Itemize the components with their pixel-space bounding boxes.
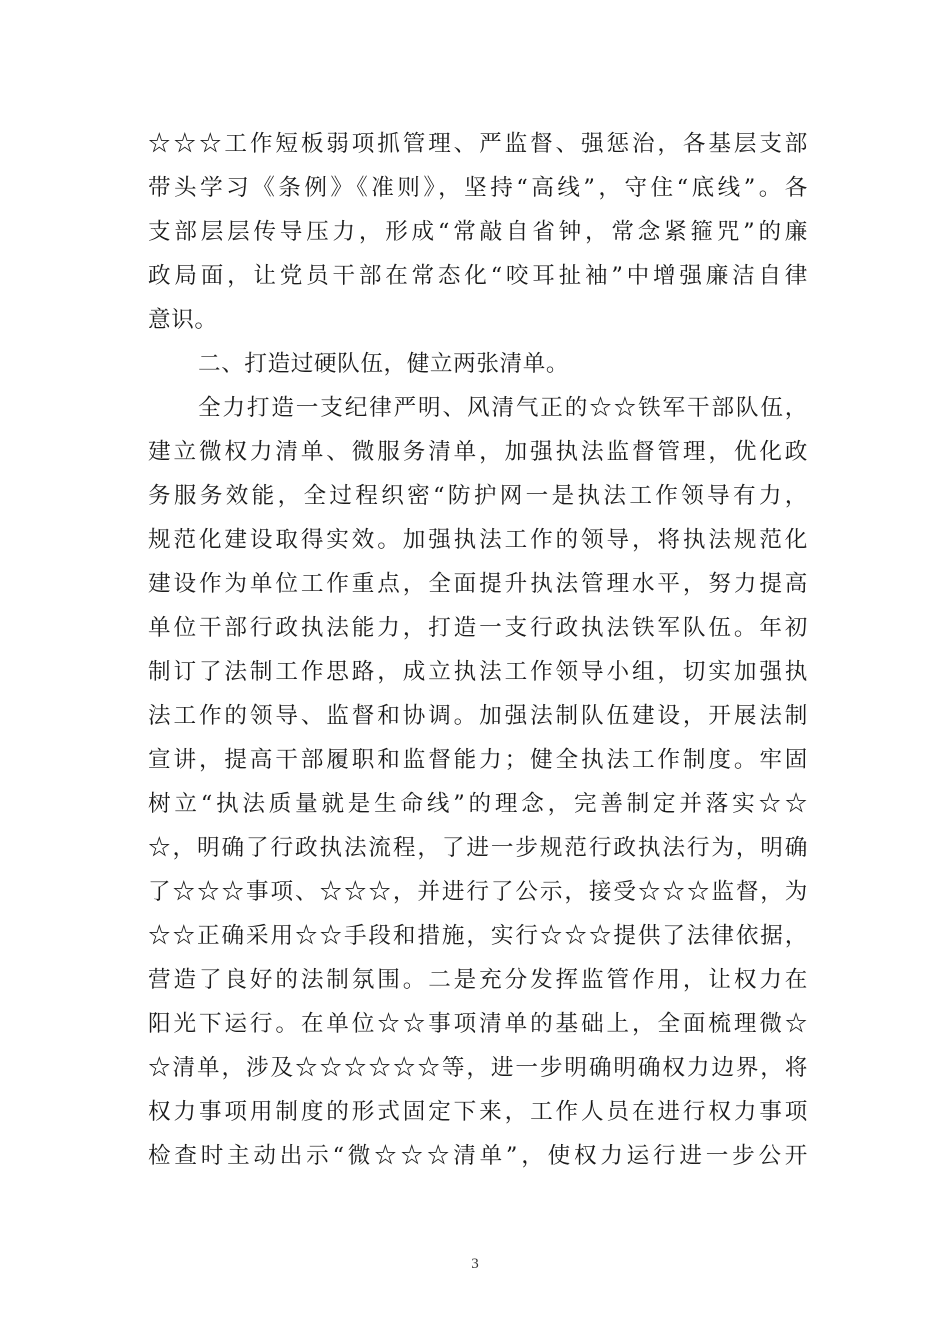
body-text-line: 全力打造一支纪律严明、风清气正的☆☆铁军干部队伍， [198,395,808,421]
body-text-line: 宣讲，提高干部履职和监督能力；健全执法工作制度。牢固 [148,747,808,773]
body-text-line: ☆，明确了行政执法流程，了进一步规范行政执法行为，明确 [148,835,808,861]
body-text-line: 检查时主动出示“微☆☆☆清单”，使权力运行进一步公开 [148,1143,808,1169]
body-text-line: 权力事项用制度的形式固定下来，工作人员在进行权力事项 [148,1099,808,1125]
body-text-line: 务服务效能，全过程织密“防护网一是执法工作领导有力， [148,483,808,509]
body-text-line: 单位干部行政执法能力，打造一支行政执法铁军队伍。年初 [148,615,808,641]
body-text-line: 营造了良好的法制氛围。二是充分发挥监管作用，让权力在 [148,967,808,993]
body-text-line: 建立微权力清单、微服务清单，加强执法监督管理，优化政 [148,439,808,465]
body-text-line: 法工作的领导、监督和协调。加强法制队伍建设，开展法制 [148,703,808,729]
section-heading: 二、打造过硬队伍，健立两张清单。 [198,351,570,377]
body-text-line: ☆☆☆工作短板弱项抓管理、严监督、强惩治，各基层支部 [148,131,808,157]
body-text-line: 树立“执法质量就是生命线”的理念，完善制定并落实☆☆ [148,791,808,817]
body-text-line: 了☆☆☆事项、☆☆☆，并进行了公示，接受☆☆☆监督，为 [148,879,808,905]
body-text-line: 政局面，让党员干部在常态化“咬耳扯袖”中增强廉洁自律 [148,263,808,289]
page-number: 3 [471,1256,479,1272]
body-text-line: 制订了法制工作思路，成立执法工作领导小组，切实加强执 [148,659,808,685]
body-text-line: 规范化建设取得实效。加强执法工作的领导，将执法规范化 [148,527,808,553]
body-text-line: 意识。 [148,307,218,333]
body-text-line: 阳光下运行。在单位☆☆事项清单的基础上，全面梳理微☆ [148,1011,808,1037]
body-text-line: ☆清单，涉及☆☆☆☆☆☆等，进一步明确明确权力边界，将 [148,1055,808,1081]
body-text-line: ☆☆正确采用☆☆手段和措施，实行☆☆☆提供了法律依据， [148,923,808,949]
body-text-line: 支部层层传导压力，形成“常敲自省钟，常念紧箍咒”的廉 [148,219,808,245]
body-text-line: 建设作为单位工作重点，全面提升执法管理水平，努力提高 [148,571,808,597]
body-text-line: 带头学习《条例》《准则》，坚持“高线”，守住“底线”。各 [148,175,808,201]
